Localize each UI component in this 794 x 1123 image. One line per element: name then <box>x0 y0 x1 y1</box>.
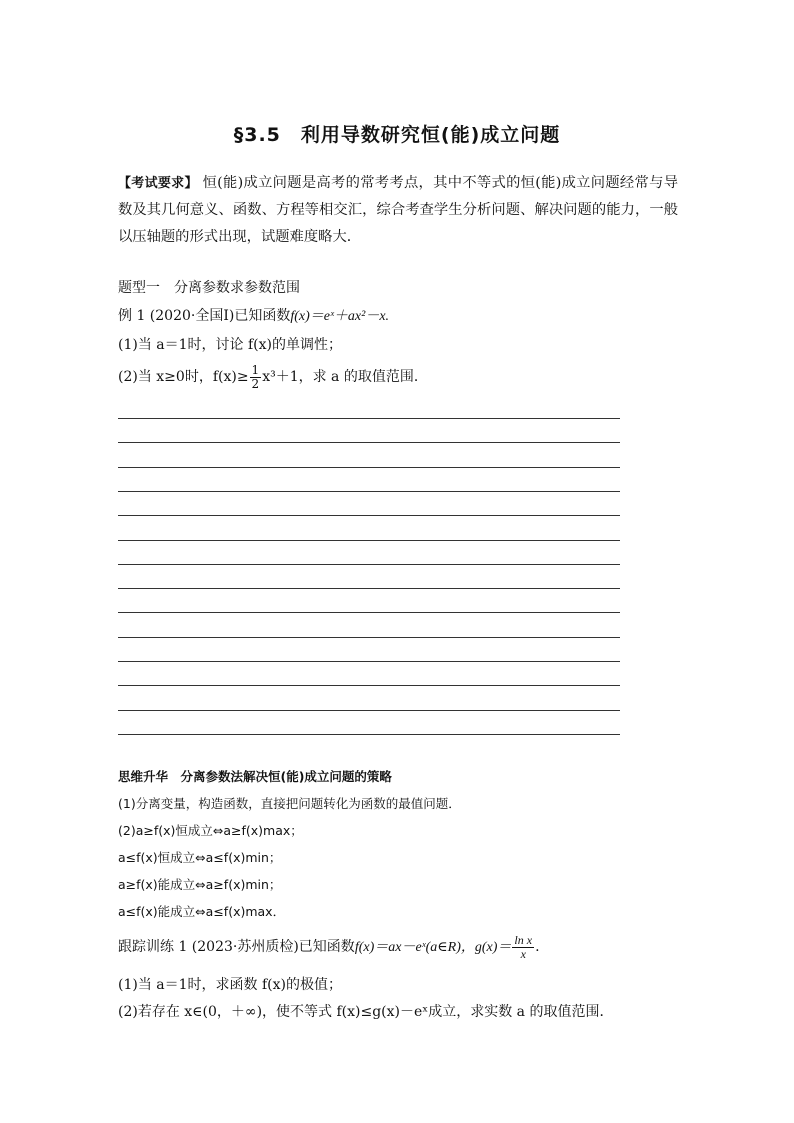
answer-line <box>118 467 620 468</box>
q2-fraction <box>250 364 262 391</box>
example1-stem <box>118 305 389 325</box>
answer-line <box>118 612 620 613</box>
example1-question1: (1)当 a＝1时，讨论 f(x)的单调性； <box>118 337 342 353</box>
q2-frac-den: 2 <box>251 376 260 391</box>
answer-line <box>118 418 620 419</box>
strategy-item: a≥f(x)能成立⇔a≥f(x)min； <box>118 877 282 892</box>
practice1-formula: f(x)＝ax－eˣ(a∈R)，g(x)＝ <box>354 940 512 955</box>
practice1-frac-num: ln x <box>514 932 533 947</box>
answer-line <box>118 685 620 686</box>
practice1-question1: (1)当 a＝1时，求函数 f(x)的极值； <box>118 977 342 993</box>
answer-line <box>118 637 620 638</box>
requirements-text: 恒(能)成立问题是高考的常考考点，其中不等式的恒(能)成立问题经常与导数及其几何意义、函数、方程等相交汇，综合考查学生分析问题、解决问题的能力，一般以压轴题的形式出现，试题难度略大． <box>118 175 678 245</box>
strategy-item: (1)分离变量，构造函数，直接把问题转化为函数的最值问题． <box>118 796 461 811</box>
requirements-tag: 【考试要求】 <box>118 176 198 191</box>
q2-part-a: (2)当 x≥0时，f(x)≥ <box>118 369 249 385</box>
type1-heading: 题型一 分离参数求参数范围 <box>118 280 300 296</box>
exam-requirements <box>118 170 678 251</box>
q2-frac-num: 1 <box>251 362 260 377</box>
strategy-heading: 思维升华 分离参数法解决恒(能)成立问题的策略 <box>118 769 392 784</box>
practice1-question2: (2)若存在 x∈(0，＋∞)，使不等式 f(x)≤g(x)－eˣ成立，求实数 a 的取值范围． <box>118 1004 614 1020</box>
strategy-item: a≤f(x)恒成立⇔a≤f(x)min； <box>118 850 282 865</box>
page-title: §3.5 利用导数研究恒(能)成立问题 <box>233 124 561 146</box>
strategy-item: (2)a≥f(x)恒成立⇔a≥f(x)max； <box>118 823 303 838</box>
answer-line <box>118 515 620 516</box>
answer-line <box>118 442 620 443</box>
answer-line <box>118 588 620 589</box>
example1-prefix: 例 1 (2020·全国Ⅰ)已知函数 <box>118 308 291 324</box>
answer-line <box>118 564 620 565</box>
answer-line <box>118 491 620 492</box>
practice1-fraction <box>512 934 534 961</box>
practice1-frac-den: x <box>520 946 526 961</box>
practice1-prefix: 跟踪训练 1 (2023·苏州质检)已知函数 <box>118 939 355 955</box>
answer-line <box>118 661 620 662</box>
answer-line <box>118 734 620 735</box>
practice1-stem: 跟踪训练 1 (2023·苏州质检)已知函数f(x)＝ax－eˣ(a∈R)，g(x)＝ $\frac{\text{ln x}}{x}$ . <box>118 932 540 961</box>
answer-line <box>118 710 620 711</box>
q2-part-b: x³＋1，求 a 的取值范围． <box>262 369 428 385</box>
answer-line <box>118 540 620 541</box>
strategy-item: a≤f(x)能成立⇔a≤f(x)max． <box>118 904 286 919</box>
example1-question2 <box>118 362 428 392</box>
example1-formula: f(x)＝eˣ＋ax²－x. <box>290 309 390 324</box>
